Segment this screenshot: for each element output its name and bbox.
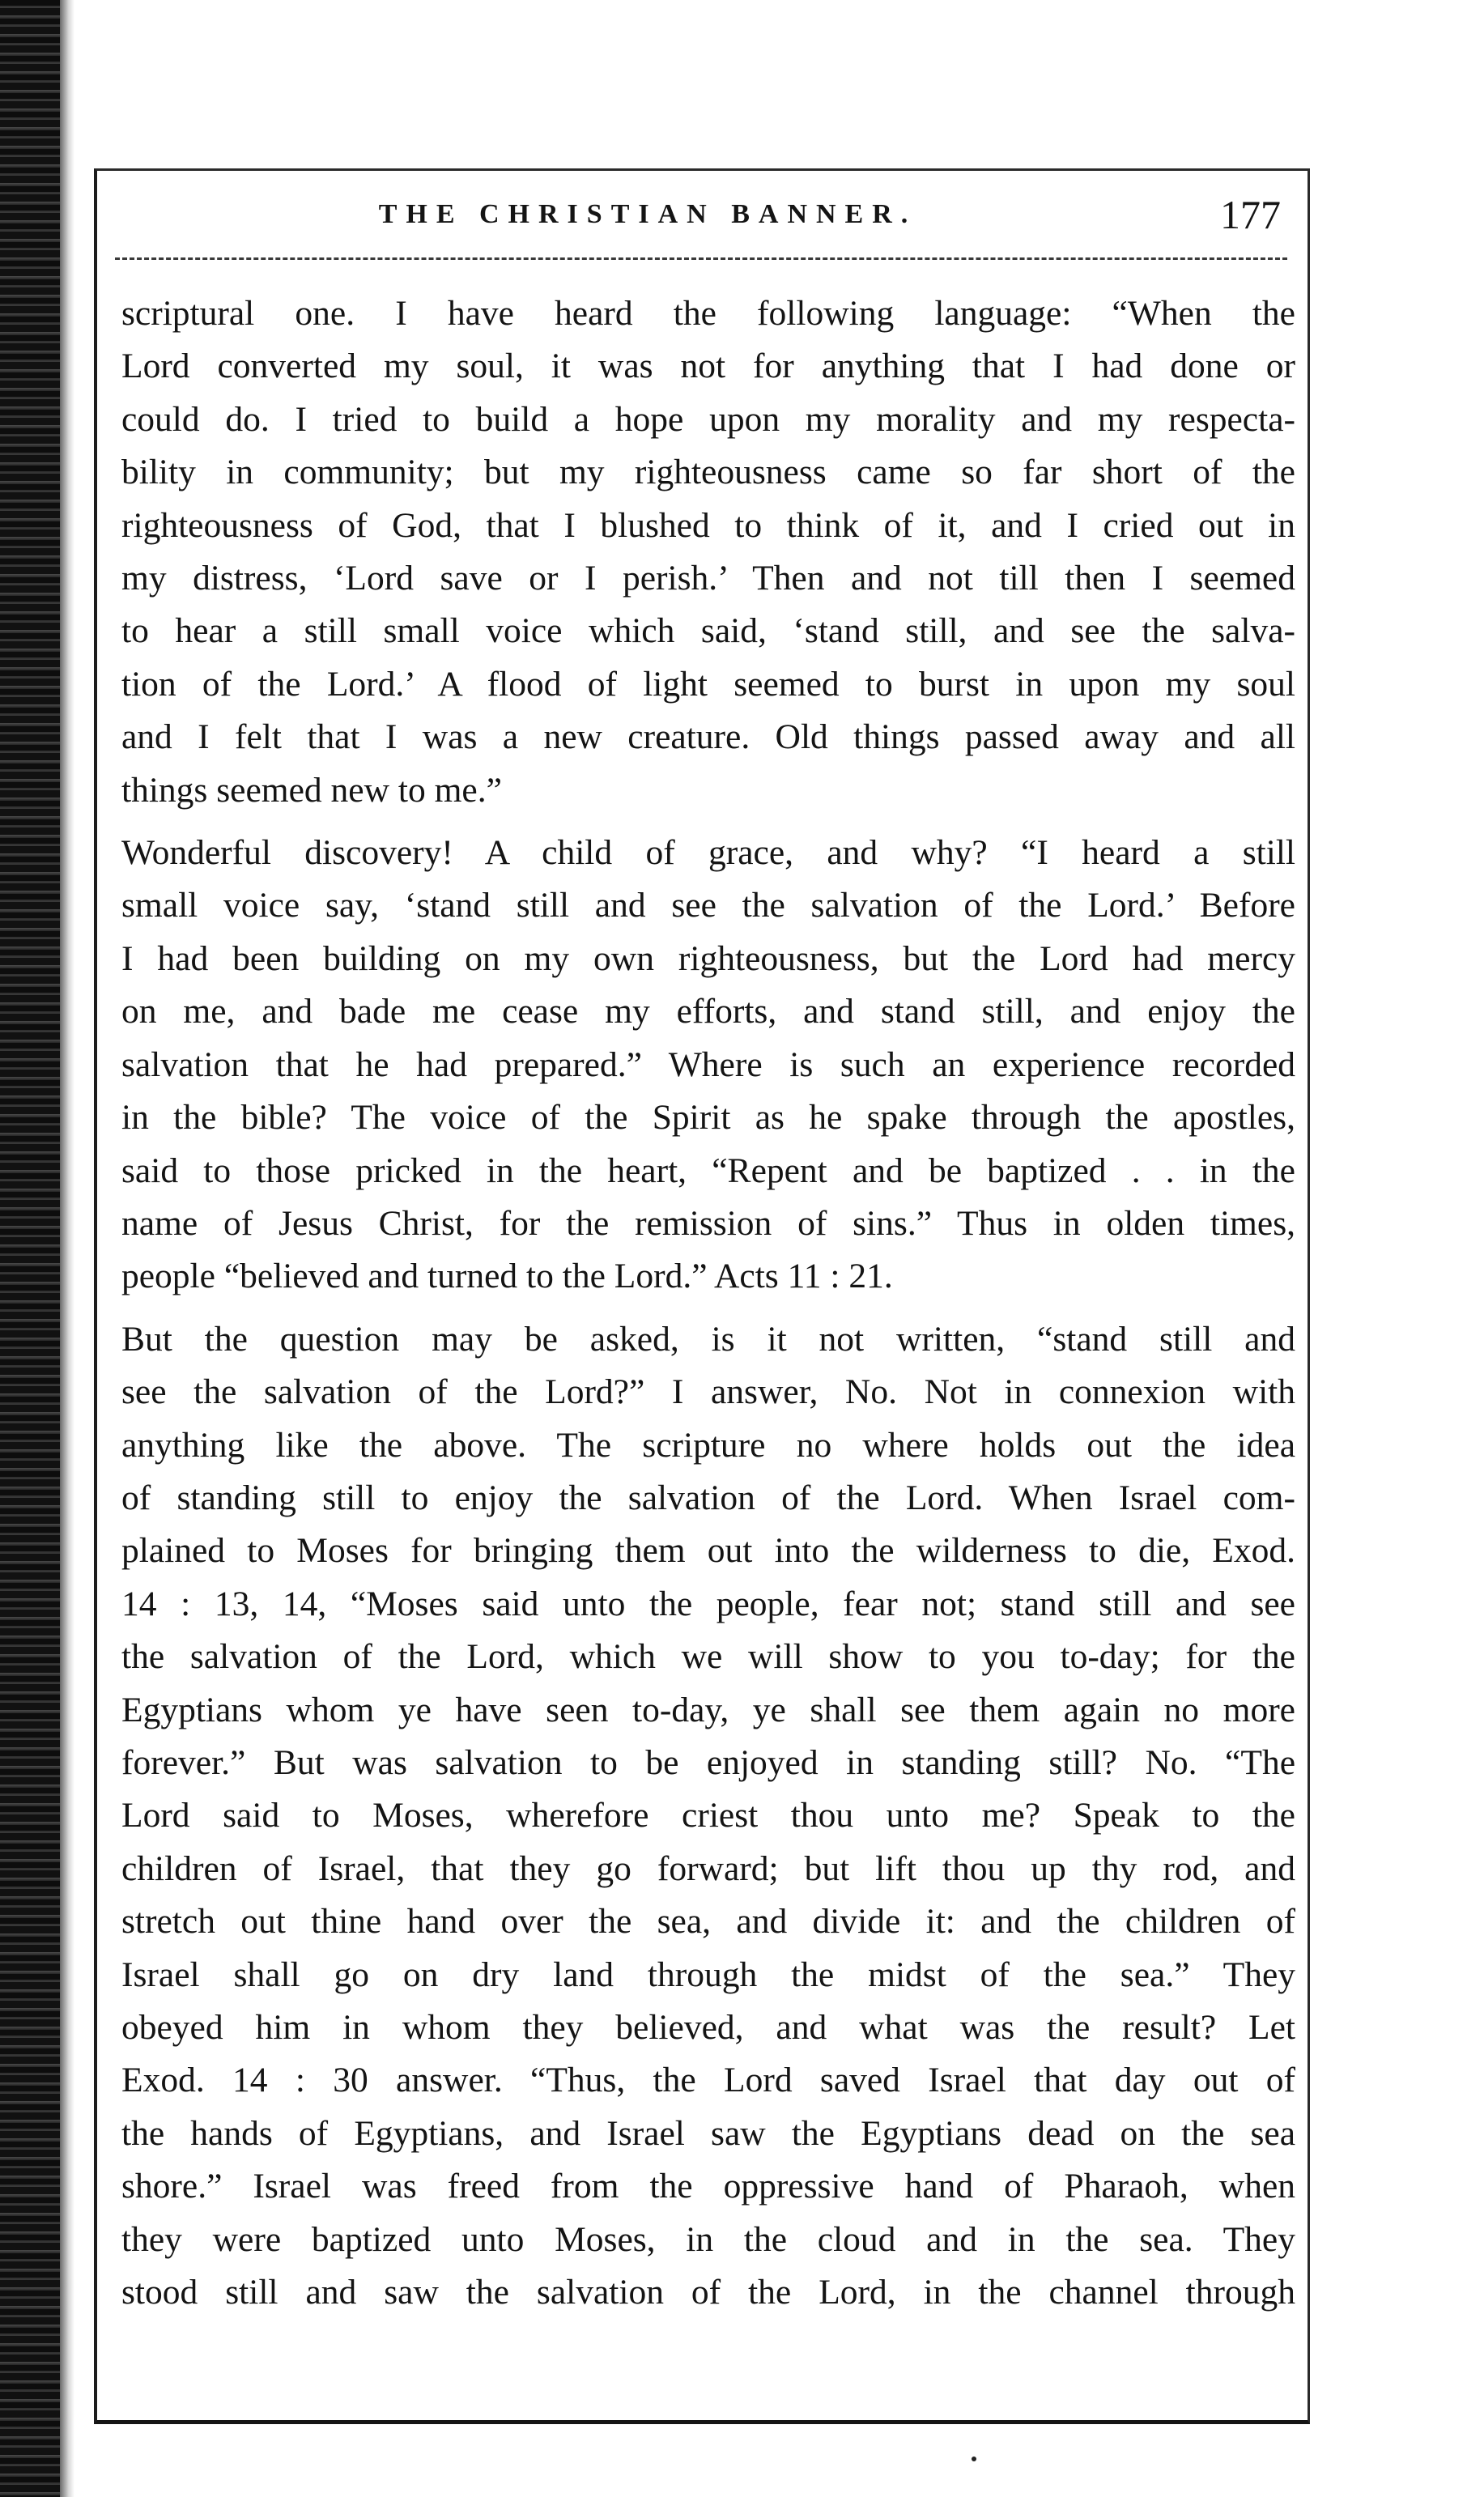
- text-line: see the salvation of the Lord?” I answer, No. Not in connexion with: [121, 1372, 1295, 1412]
- text-line: to hear a still small voice which said, ‘stand still, and see the salva-: [121, 611, 1295, 651]
- binding-shadow: [60, 0, 74, 2497]
- text-line: shore.” Israel was freed from the oppressive hand of Pharaoh, when: [121, 2167, 1295, 2206]
- text-line: name of Jesus Christ, for the remission of sins.” Thus in olden times,: [121, 1203, 1295, 1243]
- text-line: bility in community; but my righteousness came so far short of the: [121, 453, 1295, 492]
- text-line: stood still and saw the salvation of the Lord, in the channel through: [121, 2273, 1295, 2312]
- paragraph-2: [121, 827, 1295, 1304]
- text-line: my distress, ‘Lord save or I perish.’ Then and not till then I seemed: [121, 559, 1295, 598]
- body-text: [121, 287, 1295, 2329]
- text-line: in the bible? The voice of the Spirit as he spake through the apostles,: [121, 1098, 1295, 1138]
- text-line: righteousness of God, that I blushed to think of it, and I cried out in: [121, 505, 1295, 545]
- text-line: of standing still to enjoy the salvation of the Lord. When Israel com-: [121, 1478, 1295, 1517]
- text-line: Exod. 14 : 30 answer. “Thus, the Lord saved Israel that day out of: [121, 2061, 1295, 2100]
- text-line: people “believed and turned to the Lord.” Acts 11 : 21.: [121, 1257, 893, 1296]
- text-line: But the question may be asked, is it not written, “stand still and: [121, 1319, 1295, 1359]
- text-line: small voice say, ‘stand still and see the salvation of the Lord.’ Before: [121, 886, 1295, 925]
- text-line: obeyed him in whom they believed, and what was the result? Let: [121, 2008, 1295, 2047]
- text-line: the hands of Egyptians, and Israel saw the Egyptians dead on the sea: [121, 2113, 1295, 2153]
- text-line: things seemed new to me.”: [121, 770, 502, 810]
- ink-speck: [972, 2457, 976, 2461]
- running-title: THE CHRISTIAN BANNER.: [378, 199, 917, 229]
- text-line: forever.” But was salvation to be enjoyed in standing still? No. “The: [121, 1742, 1295, 1782]
- running-head: [121, 188, 1287, 240]
- text-line: on me, and bade me cease my efforts, and stand still, and enjoy the: [121, 992, 1295, 1032]
- text-line: said to those pricked in the heart, “Repent and be baptized . . in the: [121, 1151, 1295, 1190]
- text-line: salvation that he had prepared.” Where is such an experience recorded: [121, 1044, 1295, 1084]
- text-line: Lord converted my soul, it was not for anything that I had done or: [121, 347, 1295, 386]
- text-line: and I felt that I was a new creature. Old things passed away and all: [121, 717, 1295, 757]
- text-line: Lord said to Moses, wherefore criest thou unto me? Speak to the: [121, 1796, 1295, 1836]
- text-line: they were baptized unto Moses, in the cloud and in the sea. They: [121, 2219, 1295, 2259]
- text-line: I had been building on my own righteousness, but the Lord had mercy: [121, 938, 1295, 978]
- text-line: anything like the above. The scripture no where holds out the idea: [121, 1425, 1295, 1465]
- text-line: Wonderful discovery! A child of grace, and why? “I heard a still: [121, 833, 1295, 873]
- text-line: stretch out thine hand over the sea, and divide it: and the children of: [121, 1902, 1295, 1942]
- text-line: could do. I tried to build a hope upon my morality and my respecta-: [121, 399, 1295, 439]
- book-binding-edge: [0, 0, 60, 2497]
- header-rule: [115, 257, 1287, 260]
- text-line: plained to Moses for bringing them out into the wilderness to die, Exod.: [121, 1531, 1295, 1571]
- paragraph-3: [121, 1313, 1295, 2320]
- text-line: 14 : 13, 14, “Moses said unto the people, fear not; stand still and see: [121, 1584, 1295, 1623]
- text-line: tion of the Lord.’ A flood of light seemed to burst in upon my soul: [121, 664, 1295, 704]
- text-line: children of Israel, that they go forward; but lift thou up thy rod, and: [121, 1848, 1295, 1888]
- paragraph-1: [121, 287, 1295, 817]
- page-number: 177: [1220, 192, 1281, 237]
- text-line: Egyptians whom ye have seen to-day, ye shall see them again no more: [121, 1690, 1295, 1729]
- text-line: scriptural one. I have heard the following language: “When the: [121, 294, 1295, 333]
- text-line: Israel shall go on dry land through the midst of the sea.” They: [121, 1955, 1295, 1994]
- text-line: the salvation of the Lord, which we will show to you to-day; for the: [121, 1637, 1295, 1677]
